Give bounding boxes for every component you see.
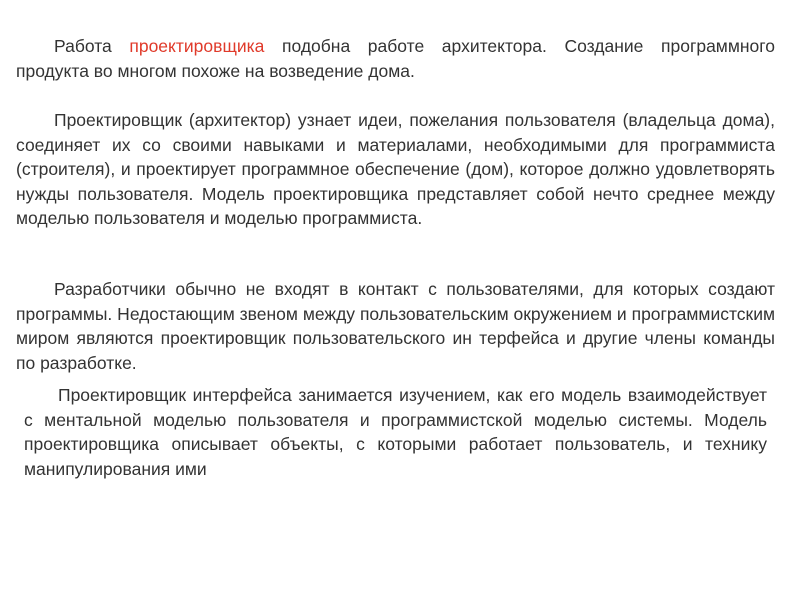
intro-text-end: подобна работе архитектора. Создание программного продукта во многом похоже на возведение дома.	[16, 36, 776, 81]
paragraph-interface-designer	[24, 383, 767, 481]
paragraph-intro	[16, 34, 775, 83]
paragraph-developers	[16, 277, 775, 375]
highlighted-term: проектировщика	[129, 36, 265, 56]
developers-text: Разработчики обычно не входят в контакт с пользователями, для которых создают программы. Недостающим звеном между пользовательским окружением и программистским миром являются проектировщик пользовательского ин терфейса и другие члены команды по разработке.	[16, 279, 775, 373]
interface-designer-text: Проектировщик интерфейса занимается изучением, как его модель взаимодействует с ментальной моделью пользователя и программистской моделью системы. Модель проектировщика описывает объекты, с которыми работает пользователь, и технику манипулирования ими	[24, 385, 767, 479]
intro-text-start: Работа	[54, 36, 130, 56]
designer-role-text: Проектировщик (архитектор) узнает идеи, пожелания пользователя (владельца дома), соединяет их со своими навыками и материалами, необходимыми для программиста (строителя), и проектирует программное обеспечение (дом), которое должно удовлетворять нужды пользователя. Модель проектировщика представляет собой нечто среднее между моделью пользователя и моделью программиста.	[16, 110, 775, 228]
paragraph-designer-role	[16, 108, 775, 231]
